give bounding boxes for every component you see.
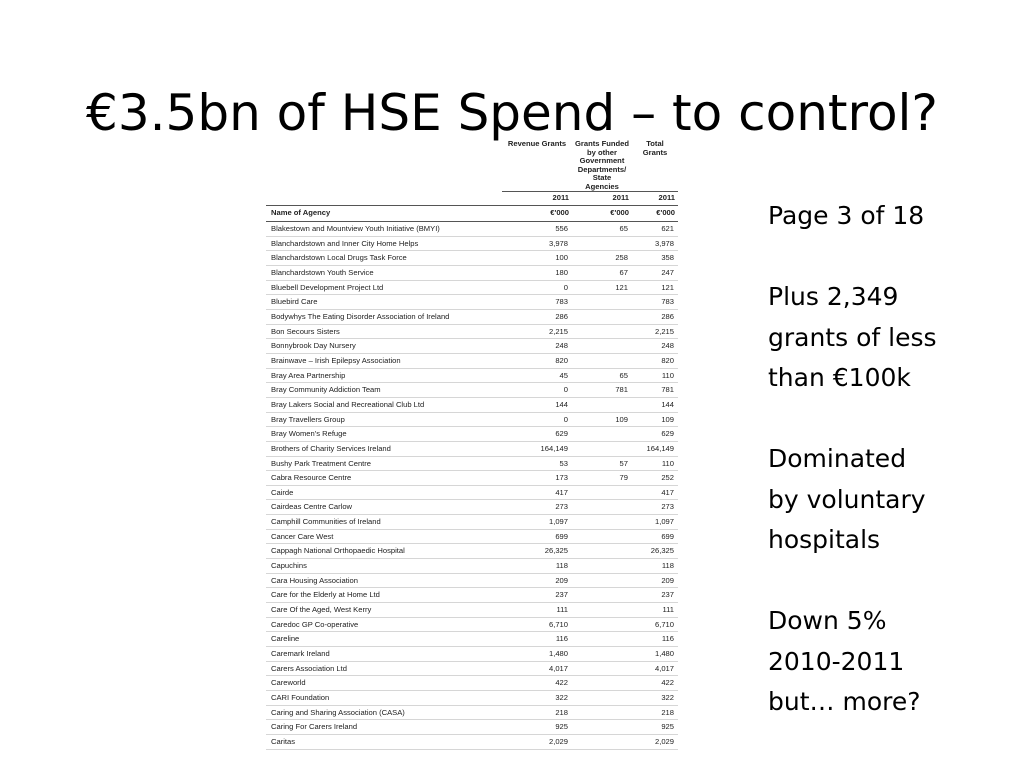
table-row bbox=[266, 588, 678, 603]
revenue-cell: 248 bbox=[502, 339, 572, 354]
note-line: Down 5% bbox=[768, 606, 887, 635]
agency-name-cell: Cancer Care West bbox=[266, 529, 502, 544]
table-row bbox=[266, 383, 678, 398]
table-row bbox=[266, 353, 678, 368]
agency-name-cell: CARI Foundation bbox=[266, 691, 502, 706]
revenue-cell: 45 bbox=[502, 368, 572, 383]
note-line: Page 3 of 18 bbox=[768, 201, 925, 230]
unit-revenue: €'000 bbox=[502, 206, 572, 222]
agency-name-cell: Blanchardstown Local Drugs Task Force bbox=[266, 251, 502, 266]
grants-table-image bbox=[266, 140, 678, 750]
total-cell: 1,097 bbox=[632, 515, 678, 530]
note-line: grants of less bbox=[768, 322, 937, 352]
table-row bbox=[266, 427, 678, 442]
total-cell: 218 bbox=[632, 705, 678, 720]
agency-name-cell: Care for the Elderly at Home Ltd bbox=[266, 588, 502, 603]
revenue-cell: 164,149 bbox=[502, 441, 572, 456]
note-line: hospitals bbox=[768, 525, 881, 554]
table-row bbox=[266, 485, 678, 500]
total-cell: 111 bbox=[632, 603, 678, 618]
agency-name-cell: Caring For Carers Ireland bbox=[266, 720, 502, 735]
agency-name-cell: Cabra Resource Centre bbox=[266, 471, 502, 486]
table-row bbox=[266, 251, 678, 266]
total-cell: 247 bbox=[632, 265, 678, 280]
table-row bbox=[266, 705, 678, 720]
table-row bbox=[266, 456, 678, 471]
other-grants-cell bbox=[572, 661, 632, 676]
other-grants-cell bbox=[572, 441, 632, 456]
total-cell: 820 bbox=[632, 353, 678, 368]
column-header-other: Grants Funded by other Government Departments/ State Agencies bbox=[575, 139, 630, 191]
table-row bbox=[266, 559, 678, 574]
table-row bbox=[266, 397, 678, 412]
other-grants-cell: 57 bbox=[572, 456, 632, 471]
total-cell: 116 bbox=[632, 632, 678, 647]
revenue-cell: 26,325 bbox=[502, 544, 572, 559]
agency-name-cell: Cara Housing Association bbox=[266, 573, 502, 588]
total-cell: 110 bbox=[632, 368, 678, 383]
revenue-cell: 144 bbox=[502, 397, 572, 412]
table-row bbox=[266, 412, 678, 427]
revenue-cell: 218 bbox=[502, 705, 572, 720]
agency-name-cell: Camphill Communities of Ireland bbox=[266, 515, 502, 530]
table-row bbox=[266, 661, 678, 676]
total-cell: 121 bbox=[632, 280, 678, 295]
other-grants-cell bbox=[572, 485, 632, 500]
total-cell: 3,978 bbox=[632, 236, 678, 251]
revenue-cell: 2,029 bbox=[502, 734, 572, 749]
agency-name-cell: Blanchardstown and Inner City Home Helps bbox=[266, 236, 502, 251]
agency-name-cell: Bonnybrook Day Nursery bbox=[266, 339, 502, 354]
agency-name-cell: Bray Community Addiction Team bbox=[266, 383, 502, 398]
total-cell: 248 bbox=[632, 339, 678, 354]
agency-name-cell: Care Of the Aged, West Kerry bbox=[266, 603, 502, 618]
agency-name-cell: Brainwave – Irish Epilepsy Association bbox=[266, 353, 502, 368]
agency-name-cell: Capuchins bbox=[266, 559, 502, 574]
other-grants-cell bbox=[572, 339, 632, 354]
revenue-cell: 3,978 bbox=[502, 236, 572, 251]
revenue-cell: 111 bbox=[502, 603, 572, 618]
total-cell: 209 bbox=[632, 573, 678, 588]
total-cell: 417 bbox=[632, 485, 678, 500]
table-row bbox=[266, 222, 678, 237]
other-grants-cell bbox=[572, 295, 632, 310]
table-row bbox=[266, 647, 678, 662]
table-row bbox=[266, 280, 678, 295]
other-grants-cell bbox=[572, 529, 632, 544]
table-row bbox=[266, 324, 678, 339]
table-row bbox=[266, 617, 678, 632]
other-grants-cell bbox=[572, 559, 632, 574]
total-cell: 783 bbox=[632, 295, 678, 310]
agency-name-cell: Bon Secours Sisters bbox=[266, 324, 502, 339]
agency-name-cell: Caring and Sharing Association (CASA) bbox=[266, 705, 502, 720]
year-revenue: 2011 bbox=[502, 192, 572, 206]
table-row bbox=[266, 529, 678, 544]
other-grants-cell bbox=[572, 617, 632, 632]
total-cell: 621 bbox=[632, 222, 678, 237]
other-grants-cell bbox=[572, 427, 632, 442]
agency-name-cell: Caritas bbox=[266, 734, 502, 749]
agency-name-cell: Bluebird Care bbox=[266, 295, 502, 310]
revenue-cell: 116 bbox=[502, 632, 572, 647]
other-grants-cell bbox=[572, 588, 632, 603]
total-cell: 237 bbox=[632, 588, 678, 603]
unit-total: €'000 bbox=[632, 206, 678, 222]
slide-title: €3.5bn of HSE Spend – to control? bbox=[86, 83, 938, 142]
agency-name-cell: Carers Association Ltd bbox=[266, 661, 502, 676]
total-cell: 422 bbox=[632, 676, 678, 691]
note-dominated bbox=[768, 439, 1018, 561]
column-header-revenue: Revenue Grants bbox=[507, 139, 567, 148]
table-row bbox=[266, 573, 678, 588]
table-row bbox=[266, 339, 678, 354]
total-cell: 118 bbox=[632, 559, 678, 574]
revenue-cell: 118 bbox=[502, 559, 572, 574]
table-row bbox=[266, 676, 678, 691]
revenue-cell: 0 bbox=[502, 412, 572, 427]
agency-name-cell: Blanchardstown Youth Service bbox=[266, 265, 502, 280]
total-cell: 110 bbox=[632, 456, 678, 471]
grant-rows bbox=[266, 222, 678, 750]
table-row bbox=[266, 720, 678, 735]
other-grants-cell: 258 bbox=[572, 251, 632, 266]
agency-name-cell: Bray Area Partnership bbox=[266, 368, 502, 383]
table-row bbox=[266, 236, 678, 251]
other-grants-cell bbox=[572, 515, 632, 530]
total-cell: 2,215 bbox=[632, 324, 678, 339]
revenue-cell: 53 bbox=[502, 456, 572, 471]
other-grants-cell bbox=[572, 705, 632, 720]
total-cell: 1,480 bbox=[632, 647, 678, 662]
revenue-cell: 0 bbox=[502, 280, 572, 295]
other-grants-cell bbox=[572, 720, 632, 735]
agency-name-cell: Bushy Park Treatment Centre bbox=[266, 456, 502, 471]
other-grants-cell bbox=[572, 236, 632, 251]
agency-name-cell: Bluebell Development Project Ltd bbox=[266, 280, 502, 295]
column-header-total: Total Grants bbox=[642, 139, 668, 157]
side-notes bbox=[768, 196, 1018, 763]
table-row bbox=[266, 295, 678, 310]
other-grants-cell: 65 bbox=[572, 222, 632, 237]
total-cell: 925 bbox=[632, 720, 678, 735]
table-row bbox=[266, 500, 678, 515]
note-page-count bbox=[768, 196, 1018, 237]
other-grants-cell bbox=[572, 397, 632, 412]
total-cell: 109 bbox=[632, 412, 678, 427]
other-grants-cell: 109 bbox=[572, 412, 632, 427]
table-row bbox=[266, 691, 678, 706]
revenue-cell: 699 bbox=[502, 529, 572, 544]
revenue-cell: 2,215 bbox=[502, 324, 572, 339]
table-row bbox=[266, 515, 678, 530]
total-cell: 273 bbox=[632, 500, 678, 515]
revenue-cell: 629 bbox=[502, 427, 572, 442]
revenue-cell: 820 bbox=[502, 353, 572, 368]
total-cell: 144 bbox=[632, 397, 678, 412]
grants-table bbox=[266, 140, 678, 750]
other-grants-cell: 781 bbox=[572, 383, 632, 398]
agency-name-cell: Bray Lakers Social and Recreational Club Ltd bbox=[266, 397, 502, 412]
revenue-cell: 4,017 bbox=[502, 661, 572, 676]
total-cell: 781 bbox=[632, 383, 678, 398]
revenue-cell: 6,710 bbox=[502, 617, 572, 632]
revenue-cell: 925 bbox=[502, 720, 572, 735]
table-row bbox=[266, 265, 678, 280]
total-cell: 629 bbox=[632, 427, 678, 442]
revenue-cell: 322 bbox=[502, 691, 572, 706]
revenue-cell: 1,097 bbox=[502, 515, 572, 530]
table-row bbox=[266, 734, 678, 749]
other-grants-cell: 121 bbox=[572, 280, 632, 295]
agency-name-cell: Bray Women's Refuge bbox=[266, 427, 502, 442]
table-row bbox=[266, 603, 678, 618]
agency-name-cell: Blakestown and Mountview Youth Initiative (BMYI) bbox=[266, 222, 502, 237]
total-cell: 26,325 bbox=[632, 544, 678, 559]
total-cell: 322 bbox=[632, 691, 678, 706]
revenue-cell: 180 bbox=[502, 265, 572, 280]
note-small-grants bbox=[768, 277, 1018, 399]
note-line: Dominated bbox=[768, 444, 907, 473]
table-row bbox=[266, 471, 678, 486]
revenue-cell: 417 bbox=[502, 485, 572, 500]
other-grants-cell bbox=[572, 691, 632, 706]
table-row bbox=[266, 632, 678, 647]
total-cell: 4,017 bbox=[632, 661, 678, 676]
total-cell: 2,029 bbox=[632, 734, 678, 749]
other-grants-cell: 67 bbox=[572, 265, 632, 280]
revenue-cell: 1,480 bbox=[502, 647, 572, 662]
other-grants-cell bbox=[572, 647, 632, 662]
agency-name-cell: Brothers of Charity Services Ireland bbox=[266, 441, 502, 456]
other-grants-cell bbox=[572, 324, 632, 339]
table-row bbox=[266, 368, 678, 383]
agency-name-cell: Caredoc GP Co-operative bbox=[266, 617, 502, 632]
note-trend bbox=[768, 601, 1018, 723]
other-grants-cell bbox=[572, 544, 632, 559]
note-line: than €100k bbox=[768, 363, 911, 392]
agency-name-cell: Careworld bbox=[266, 676, 502, 691]
agency-name-cell: Bodywhys The Eating Disorder Association of Ireland bbox=[266, 309, 502, 324]
total-cell: 6,710 bbox=[632, 617, 678, 632]
total-cell: 164,149 bbox=[632, 441, 678, 456]
table-row bbox=[266, 441, 678, 456]
revenue-cell: 209 bbox=[502, 573, 572, 588]
total-cell: 252 bbox=[632, 471, 678, 486]
other-grants-cell bbox=[572, 603, 632, 618]
agency-name-cell: Careline bbox=[266, 632, 502, 647]
note-line: 2010-2011 bbox=[768, 646, 905, 676]
agency-name-cell: Bray Travellers Group bbox=[266, 412, 502, 427]
agency-name-cell: Cairdeas Centre Carlow bbox=[266, 500, 502, 515]
revenue-cell: 783 bbox=[502, 295, 572, 310]
other-grants-cell bbox=[572, 309, 632, 324]
total-cell: 358 bbox=[632, 251, 678, 266]
total-cell: 286 bbox=[632, 309, 678, 324]
revenue-cell: 556 bbox=[502, 222, 572, 237]
year-total: 2011 bbox=[632, 192, 678, 206]
revenue-cell: 286 bbox=[502, 309, 572, 324]
agency-name-cell: Cappagh National Orthopaedic Hospital bbox=[266, 544, 502, 559]
other-grants-cell bbox=[572, 353, 632, 368]
note-line: but… more? bbox=[768, 687, 921, 716]
revenue-cell: 273 bbox=[502, 500, 572, 515]
other-grants-cell bbox=[572, 676, 632, 691]
other-grants-cell: 79 bbox=[572, 471, 632, 486]
year-other: 2011 bbox=[572, 192, 632, 206]
total-cell: 699 bbox=[632, 529, 678, 544]
name-of-agency-header: Name of Agency bbox=[266, 206, 502, 222]
table-row bbox=[266, 544, 678, 559]
agency-name-cell: Cairde bbox=[266, 485, 502, 500]
revenue-cell: 0 bbox=[502, 383, 572, 398]
other-grants-cell bbox=[572, 500, 632, 515]
revenue-cell: 100 bbox=[502, 251, 572, 266]
revenue-cell: 173 bbox=[502, 471, 572, 486]
note-line: Plus 2,349 bbox=[768, 282, 899, 311]
revenue-cell: 422 bbox=[502, 676, 572, 691]
table-row bbox=[266, 309, 678, 324]
other-grants-cell bbox=[572, 632, 632, 647]
other-grants-cell: 65 bbox=[572, 368, 632, 383]
unit-other: €'000 bbox=[572, 206, 632, 222]
note-line: by voluntary bbox=[768, 484, 926, 514]
revenue-cell: 237 bbox=[502, 588, 572, 603]
agency-name-cell: Caremark Ireland bbox=[266, 647, 502, 662]
other-grants-cell bbox=[572, 734, 632, 749]
other-grants-cell bbox=[572, 573, 632, 588]
